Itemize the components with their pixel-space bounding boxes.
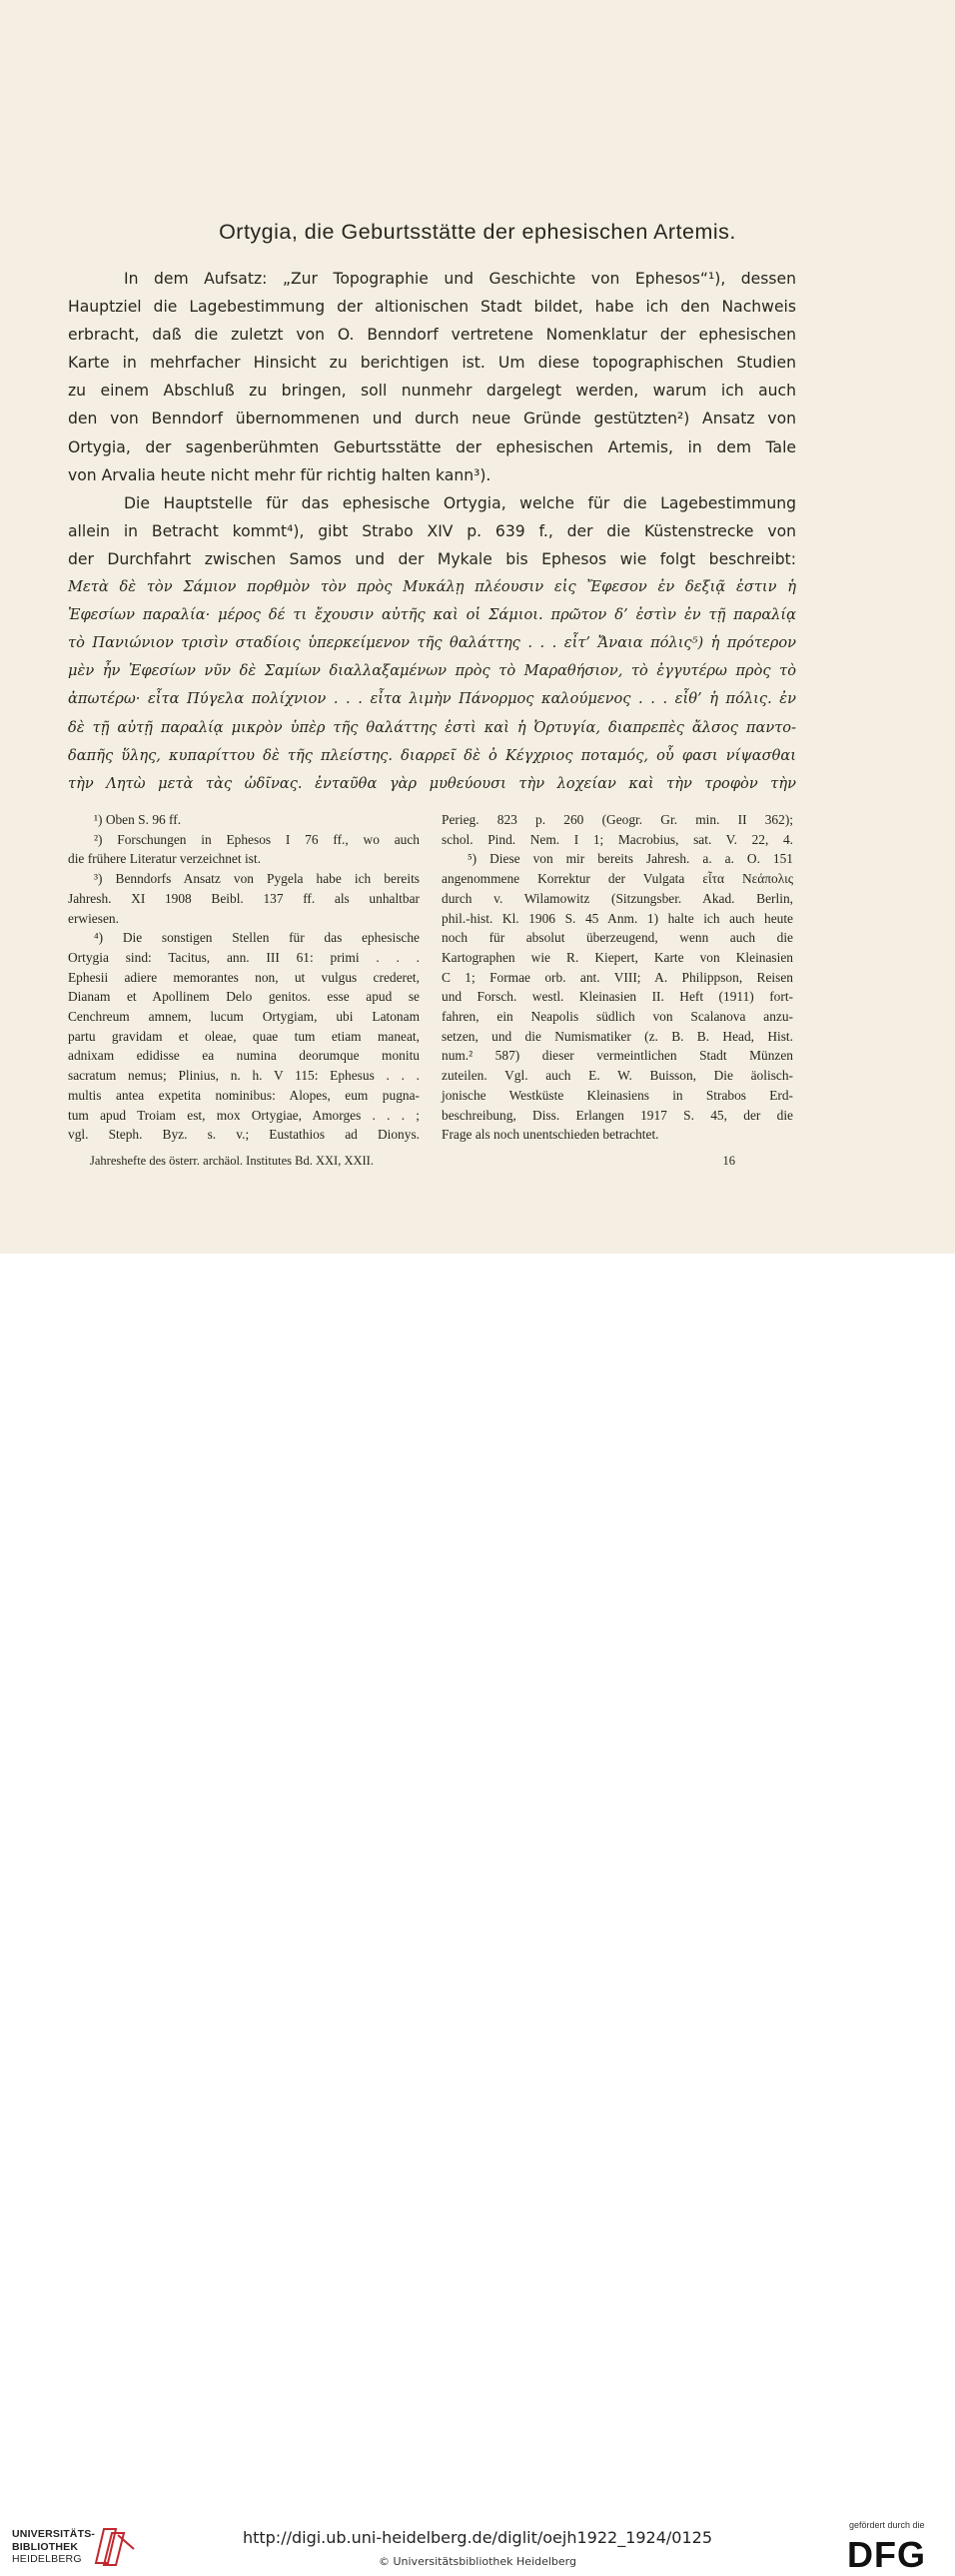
body-line: Die Hauptstelle für das ephesische Ortygia, welche für die Lagebestimmung [124,493,796,512]
body-line: In dem Aufsatz: „Zur Topographie und Geschichte von Ephesos“¹), dessen [124,270,796,288]
footnote-line: ¹) Oben S. 96 ff. [94,812,182,827]
footnote-line: jonische Westküste Kleinasiens in Strabos Erd- [442,1087,793,1103]
footnote-line: ²) Forschungen in Ephesos I 76 ff., wo auch [94,831,420,847]
running-footer [90,1154,735,1169]
greek-line: ἀπωτέρω· εἶτα Πύγελα πολίχνιον . . . εἶτα λιμὴν Πάνορμος καλούμενος . . . εἶθ’ ἡ πόλις. ἐν [68,690,796,708]
funding-note: gefördert durch die [849,2520,925,2530]
footnote-line: zuteilen. Vgl. auch E. W. Buisson, Die äolisch- [442,1068,793,1084]
greek-line: μὲν ἦν Ἐφεσίων νῦν δὲ Σαμίων διαλλαξαμένων πρὸς τὸ Μαραθήσιον, τὸ ἐγγυτέρω πρὸς τὸ [68,662,796,680]
article-body [68,265,796,798]
footnote-line: Jahresh. XI 1908 Beibl. 137 ff. als unhaltbar [68,890,420,906]
footnote-line: multis antea expetita nominibus: Alopes, eum pugna- [68,1087,420,1103]
footnote-line: ³) Benndorfs Ansatz von Pygela habe ich bereits [94,871,420,887]
page-number: 16 [722,1154,735,1168]
greek-line: Μετὰ δὲ τὸν Σάμιον πορθμὸν τὸν πρὸς Μυκάλῃ πλέουσιν εἰς Ἔφεσον ἐν δεξιᾷ ἐστιν ἡ [68,578,796,596]
footnote-line: angenommene Korrektur der Vulgata εἶτα Νεάπολις [442,871,793,887]
copyright-notice: © Universitätsbibliothek Heidelberg [378,2555,576,2568]
body-line: von Arvalia heute nicht mehr für richtig halten kann³). [68,465,491,484]
footnote-line: durch v. Wilamowitz (Sitzungsber. Akad. Berlin, [442,890,793,906]
body-line: Karte in mehrfacher Hinsicht zu berichtigen ist. Um diese topographischen Studien [68,354,796,373]
library-name-line: UNIVERSITÄTS- [12,2528,96,2540]
viewer-footer-bar [0,1254,955,2575]
footnote-line: erwiesen. [68,910,119,926]
footnote-line: Ortygia sind: Tacitus, ann. III 61: primi . . . [68,949,420,965]
library-name-line: BIBLIOTHEK [12,2540,79,2553]
footnote-line: partu gravidam et oleae, quae tum etiam maneat, [68,1028,420,1044]
footnote-line: Kartographen wie R. Kiepert, Karte von Kleinasien [442,949,793,965]
footnote-line: und Forsch. westl. Kleinasien II. Heft (1911) fort- [442,989,793,1005]
footnote-line: Frage als noch unentschieden betrachtet. [442,1127,659,1143]
footnote-line: setzen, und die Numismatiker (z. B. B. Head, Hist. [442,1028,793,1044]
article-title: Ortygia, die Geburtsstätte der ephesischen Artemis. [219,220,736,244]
scanned-page [0,0,955,1254]
greek-line: τὴν Λητὼ μετὰ τὰς ὠδῖνας. ἐνταῦθα γὰρ μυθεύουσι τὴν λοχείαν καὶ τὴν τροφὸν τὴν [68,774,796,792]
greek-line: δὲ τῇ αὐτῇ παραλίᾳ μικρὸν ὑπὲρ τῆς θαλάττης ἐστὶ καὶ ἡ Ὀρτυγία, διαπρεπὲς ἄλσος παντο- [68,718,796,736]
footnote-line: Cenchreum amnem, lucum Ortygiam, ubi Latonam [68,1009,420,1025]
footnote-line: C 1; Formae orb. ant. VIII; A. Philippson, Reisen [442,969,793,985]
body-line: zu einem Abschluß zu bringen, soll nunmehr dargelegt werden, warum ich auch [68,382,796,401]
footnote-line: noch für absolut überzeugend, wenn auch die [442,930,793,946]
footnote-line: adnixam edidisse ea numina deorumque monitu [68,1048,420,1064]
body-line: der Durchfahrt zwischen Samos und der Mykale bis Ephesos wie folgt beschreibt: [68,549,796,568]
footnote-line: beschreibung, Diss. Erlangen 1917 S. 45, der die [442,1107,793,1123]
permalink-url[interactable]: http://digi.ub.uni-heidelberg.de/diglit/oejh1922_1924/0125 [242,2528,713,2547]
footnote-line: vgl. Steph. Byz. s. v.; Eustathios ad Dionys. [68,1127,420,1143]
body-line: erbracht, daß die zuletzt von O. Benndorf vertretene Nomenklatur der ephesischen [68,326,796,345]
footnote-line: ⁵) Diese von mir bereits Jahresh. a. a. O. 151 [468,851,793,867]
footnote-line: num.² 587) dieser vermeintlichen Stadt Münzen [442,1048,793,1064]
footnote-line: die frühere Literatur verzeichnet ist. [68,851,261,867]
footnote-line: Dianam et Apollinem Delo genitos. esse apud se [68,989,420,1005]
body-line: Hauptziel die Lagebestimmung der altionischen Stadt bildet, habe ich den Nachweis [68,298,796,317]
library-name-line: HEIDELBERG [12,2553,82,2565]
footnote-line: schol. Pind. Nem. I 1; Macrobius, sat. V. 22, 4. [442,831,793,847]
footnote-line: ⁴) Die sonstigen Stellen für das ephesische [94,930,420,946]
body-line: Ortygia, der sagenberühmten Geburtsstätte der ephesischen Artemis, in dem Tale [68,437,796,456]
footnote-line: fahren, ein Neapolis südlich von Scalanova anzu- [442,1009,793,1025]
body-line: allein in Betracht kommt⁴), gibt Strabo XIV p. 639 f., der die Küstenstrecke von [68,521,796,540]
footnote-line: sacratum nemus; Plinius, n. h. V 115: Ephesus . . . [68,1068,420,1084]
footnote-line: Perieg. 823 p. 260 (Geogr. Gr. min. II 362); [442,812,793,827]
footnotes-right-column [442,810,793,1145]
body-line: den von Benndorf übernommenen und durch neue Gründe gestützten²) Ansatz von [68,410,796,429]
dfg-logo[interactable]: DFG [847,2534,926,2575]
greek-line: Ἐφεσίων παραλία· μέρος δέ τι ἔχουσιν αὐτῆς καὶ οἱ Σάμιοι. πρῶτον δ’ ἐστὶν ἐν τῇ παραλίᾳ [68,606,796,624]
footnote-line: Ephesii adiere memorantes non, ut vulgus crederet, [68,969,420,985]
greek-line: δαπῆς ὕλης, κυπαρίττου δὲ τῆς πλείστης. διαρρεῖ δὲ ὁ Κέγχριος ποταμός, οὗ φασι νίψασθαι [68,746,796,764]
footnotes-left-column [68,810,420,1145]
journal-name: Jahreshefte des österr. archäol. Institutes Bd. XXI, XXII. [90,1154,374,1168]
greek-line: τὸ Πανιώνιον τρισὶν σταδίοις ὑπερκείμενον τῆς θαλάττης . . . εἶτ’ Ἄναια πόλις⁵) ἡ πρότερον [68,634,796,652]
footnote-line: tum apud Troiam est, mox Ortygiae, Amorges . . . ; [68,1107,420,1123]
footnote-line: phil.-hist. Kl. 1906 S. 45 Anm. 1) halte ich auch heute [442,910,793,926]
